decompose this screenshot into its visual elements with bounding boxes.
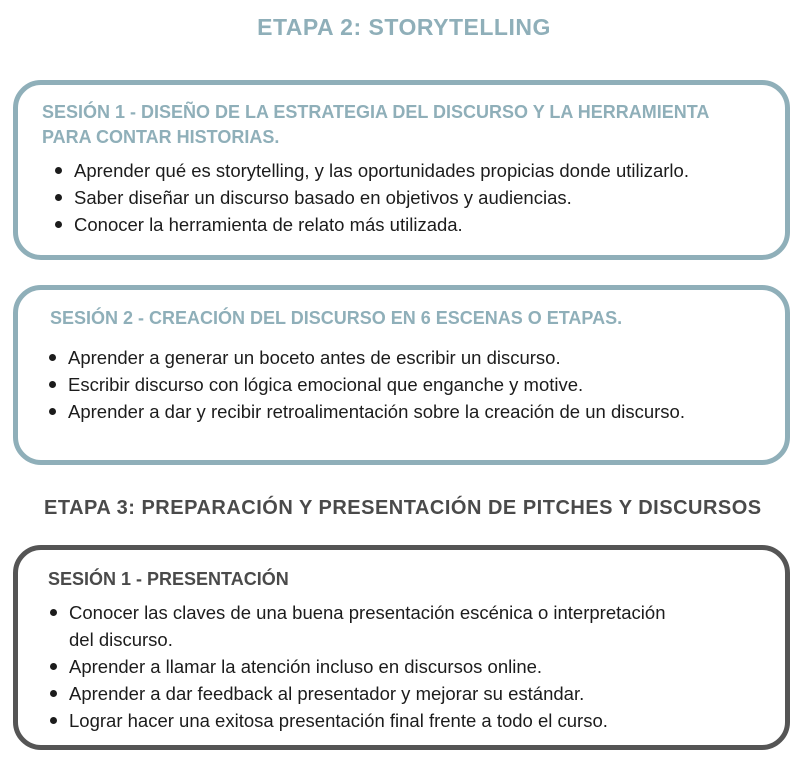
session-heading: SESIÓN 1 - DISEÑO DE LA ESTRATEGIA DEL DISCURSO Y LA HERRAMIENTA PARA CONTAR HISTORIAS. bbox=[42, 102, 709, 147]
list-item: Aprender qué es storytelling, y las oportunidades propicias donde utilizarlo. bbox=[55, 157, 795, 184]
list-item: Aprender a dar y recibir retroalimentación sobre la creación de un discurso. bbox=[49, 398, 739, 425]
session-heading: SESIÓN 2 - CREACIÓN DEL DISCURSO EN 6 ESCENAS O ETAPAS. bbox=[50, 308, 623, 328]
list-item: Conocer la herramienta de relato más utilizada. bbox=[55, 211, 795, 238]
stage-2-session-2-card bbox=[13, 285, 790, 465]
stage-2-title: ETAPA 2: STORYTELLING bbox=[257, 14, 551, 40]
objectives-list bbox=[55, 157, 795, 238]
stage-3-title: ETAPA 3: PREPARACIÓN Y PRESENTACIÓN DE PITCHES Y DISCURSOS bbox=[44, 497, 762, 519]
objectives-list bbox=[50, 599, 690, 734]
stage-3-session-1-card bbox=[13, 545, 790, 750]
list-item: Aprender a dar feedback al presentador y mejorar su estándar. bbox=[50, 680, 690, 707]
list-item: Aprender a generar un boceto antes de escribir un discurso. bbox=[49, 344, 739, 371]
list-item: Conocer las claves de una buena presentación escénica o interpretación del discurso. bbox=[50, 599, 690, 653]
session-heading: SESIÓN 1 - PRESENTACIÓN bbox=[48, 569, 289, 589]
objectives-list bbox=[49, 344, 739, 425]
list-item: Aprender a llamar la atención incluso en discursos online. bbox=[50, 653, 690, 680]
list-item: Lograr hacer una exitosa presentación final frente a todo el curso. bbox=[50, 707, 690, 734]
list-item: Escribir discurso con lógica emocional que enganche y motive. bbox=[49, 371, 739, 398]
list-item: Saber diseñar un discurso basado en objetivos y audiencias. bbox=[55, 184, 795, 211]
stage-2-session-1-card bbox=[13, 80, 790, 260]
